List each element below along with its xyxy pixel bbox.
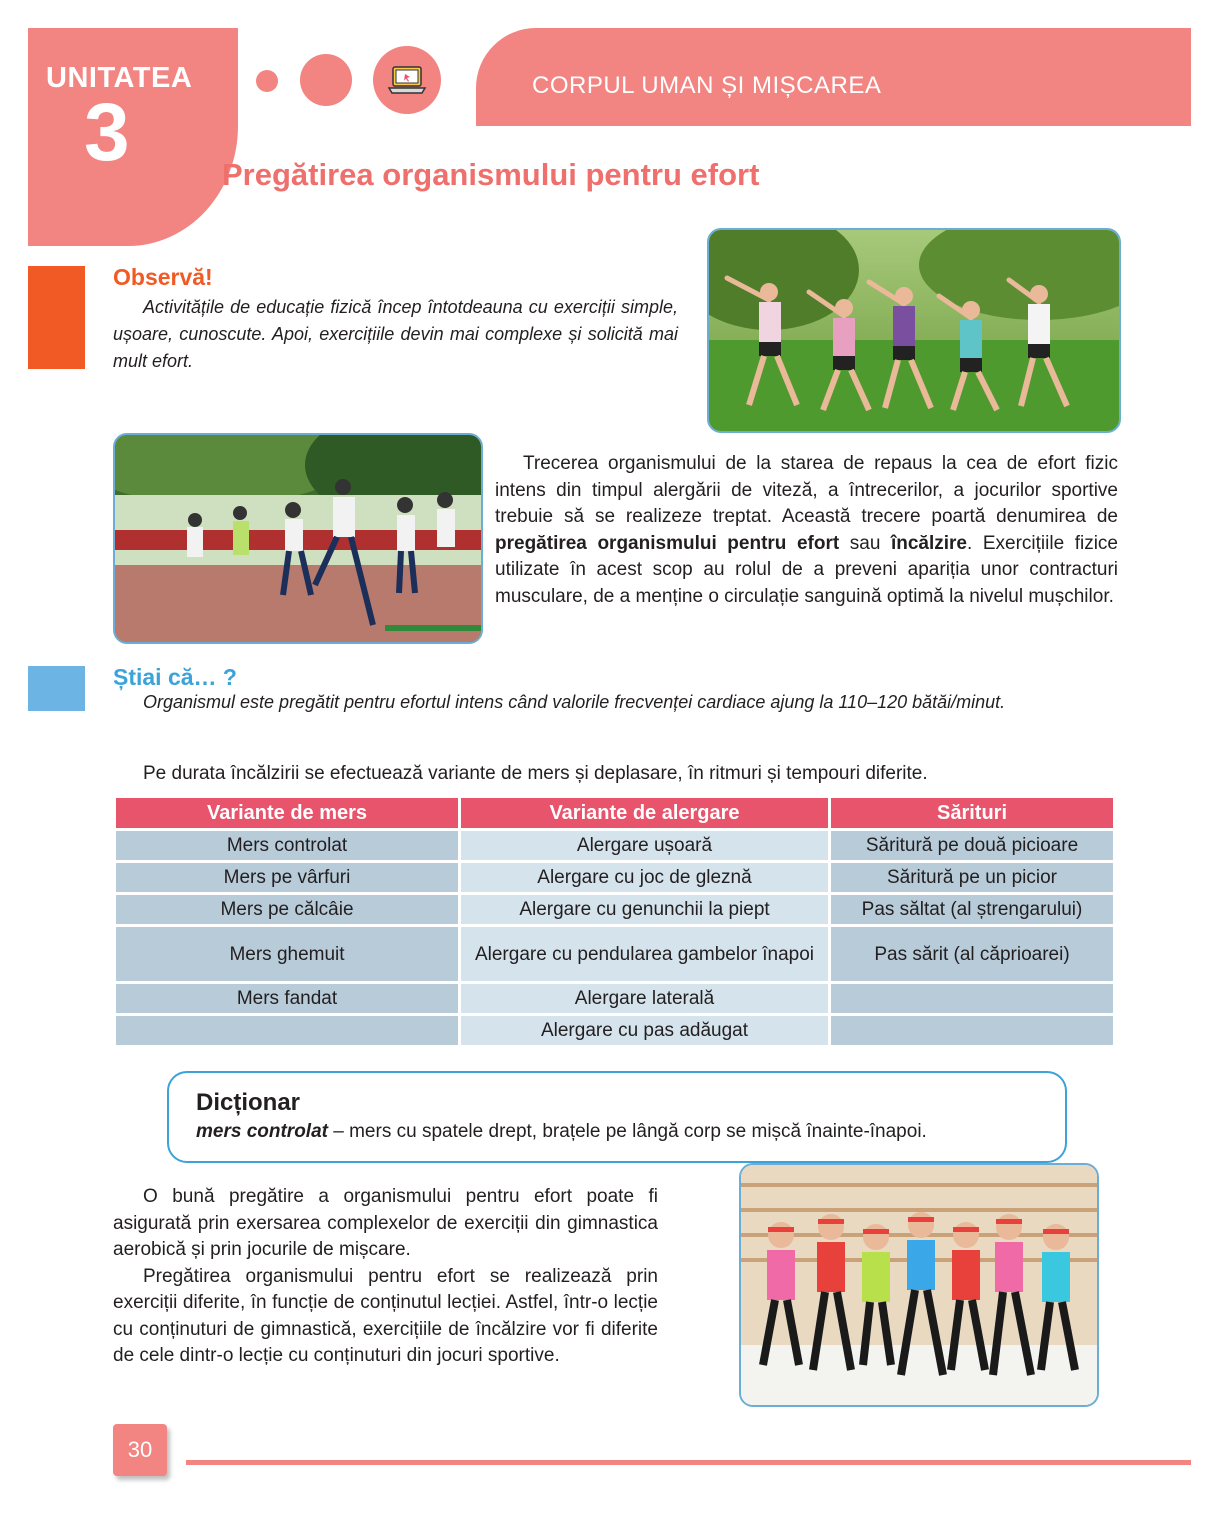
table-cell: Pas sărit (al căprioarei) xyxy=(831,927,1113,981)
stiai-heading: Știai că… ? xyxy=(113,664,237,690)
paragraph-text: sau xyxy=(839,532,891,554)
table-intro: Pe durata încălzirii se efectuează variante de mers și deplasare, în ritmuri și tempouri diferite. xyxy=(143,763,928,784)
footer-divider xyxy=(186,1460,1191,1465)
table-header-cell: Variante de mers xyxy=(116,798,458,828)
table-cell: Mers controlat xyxy=(116,831,458,860)
table-row xyxy=(116,1016,1113,1045)
table-cell xyxy=(831,1016,1113,1045)
table-cell: Alergare laterală xyxy=(461,984,828,1013)
table-header-cell: Sărituri xyxy=(831,798,1113,828)
bottom-paragraph: Pregătirea organismului pentru efort se realizează prin exerciții diferite, în funcție de conținutul lecției. Astfel, într-o lecție cu conținuturi de gimnastică, exercițiile de încălzire vor fi diferite de cele dintr-o lecție cu conținuturi din jocuri sportive. xyxy=(113,1265,658,1366)
table-row xyxy=(116,927,1113,981)
table-cell xyxy=(116,1016,458,1045)
table-cell: Mers fandat xyxy=(116,984,458,1013)
table-cell: Alergare ușoară xyxy=(461,831,828,860)
chapter-title: CORPUL UMAN ȘI MIȘCAREA xyxy=(532,72,882,99)
dictionary-entry xyxy=(196,1121,927,1143)
table-row xyxy=(116,831,1113,860)
observa-heading: Observă! xyxy=(113,264,213,290)
page-number: 30 xyxy=(113,1424,167,1476)
table-header-cell: Variante de alergare xyxy=(461,798,828,828)
decorative-dot-large xyxy=(300,54,352,106)
exercise-variants-table xyxy=(113,795,1116,1048)
observa-text: Activitățile de educație fizică încep întotdeauna cu exerciții simple, ușoare, cunoscute. Apoi, exercițiile devin mai complexe și solicită mai mult efort. xyxy=(113,297,678,371)
table-row xyxy=(116,984,1113,1013)
table-cell: Săritură pe două picioare xyxy=(831,831,1113,860)
term-warmup: încălzire xyxy=(890,532,967,554)
table-cell: Mers ghemuit xyxy=(116,927,458,981)
table-cell: Alergare cu pendularea gambelor înapoi xyxy=(461,927,828,981)
photo-running-children xyxy=(113,433,483,644)
table-cell xyxy=(831,984,1113,1013)
bottom-paragraph: O bună pregătire a organismului pentru efort poate fi asigurată prin exersarea complexelor de exerciții din gimnastica aerobică și prin jocurile de mișcare. xyxy=(113,1186,658,1260)
photo-aerobic-group xyxy=(739,1163,1099,1407)
lesson-title: Pregătirea organismului pentru efort xyxy=(222,157,760,192)
warmup-definition-paragraph xyxy=(495,451,1118,610)
decorative-dot-small xyxy=(256,70,278,92)
table-cell: Alergare cu pas adăugat xyxy=(461,1016,828,1045)
table-cell: Alergare cu joc de gleznă xyxy=(461,863,828,892)
table-cell: Mers pe vârfuri xyxy=(116,863,458,892)
unit-label: UNITATEA xyxy=(46,62,193,94)
stiai-text: Organismul este pregătit pentru efortul intens când valorile frecvenței cardiace ajung la 110–120 bătăi/minut. xyxy=(143,692,1006,712)
table-row xyxy=(116,863,1113,892)
dictionary-heading: Dicționar xyxy=(196,1089,301,1116)
table-cell: Pas săltat (al ștrengarului) xyxy=(831,895,1113,924)
stiai-marker xyxy=(28,666,85,711)
table-cell: Alergare cu genunchii la piept xyxy=(461,895,828,924)
bottom-text xyxy=(113,1184,658,1370)
laptop-icon xyxy=(373,46,441,114)
photo-stretching-girls xyxy=(707,228,1121,433)
table-cell: Săritură pe un picior xyxy=(831,863,1113,892)
dictionary-definition: – mers cu spatele drept, brațele pe lângă corp se mișcă înainte-înapoi. xyxy=(327,1121,927,1142)
table-cell: Mers pe călcâie xyxy=(116,895,458,924)
dictionary-box xyxy=(167,1071,1067,1163)
unit-number: 3 xyxy=(84,87,130,178)
table-header-row xyxy=(116,798,1113,828)
unit-badge-background xyxy=(28,28,238,246)
table-row xyxy=(116,895,1113,924)
observa-marker xyxy=(28,266,85,369)
paragraph-text: . Exercițiile fizice utilizate în acest scop au rolul de a preveni apariția unor contracturi musculare, de a menține o circulație sanguină optimă la nivelul mușchilor. xyxy=(495,532,1118,607)
paragraph-text: Trecerea organismului de la starea de repaus la cea de efort fizic intens din timpul alergării de viteză, a întrecerilor, a jocurilor sportive trebuie să se realizeze treptat. Această trecere poartă denumirea de xyxy=(495,453,1118,527)
term-warmup-preparation: pregătirea organismului pentru efort xyxy=(495,532,840,554)
dictionary-term: mers controlat xyxy=(196,1121,328,1142)
